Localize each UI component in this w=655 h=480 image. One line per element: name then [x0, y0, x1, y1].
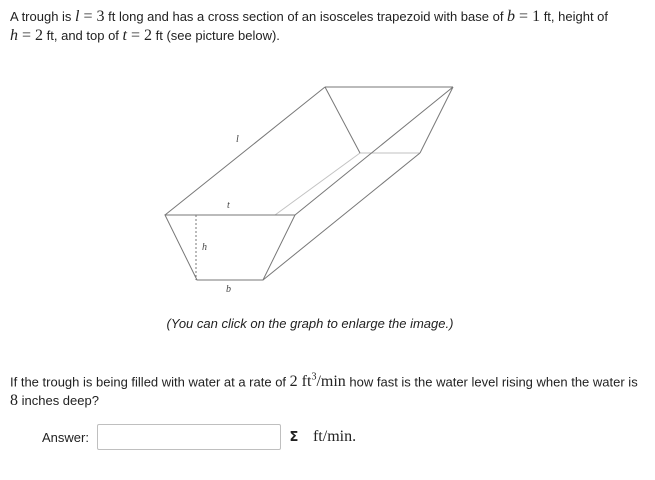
math-rate: 2 $ft^3/\min$ [289, 372, 346, 391]
answer-unit: ft/min. [312, 428, 357, 445]
answer-input[interactable] [97, 424, 281, 450]
top-right-long-edge [295, 87, 453, 215]
trough-figure[interactable] [150, 80, 470, 300]
label-b: b [226, 284, 231, 295]
answer-row [42, 422, 356, 452]
back-right-side [420, 87, 453, 153]
inner-bottom-edge [275, 153, 360, 215]
math-l: l = 3 [75, 8, 105, 25]
label-h: h [202, 242, 207, 253]
figure-caption: (You can click on the graph to enlarge the image.) [166, 316, 454, 331]
answer-label: Answer: [42, 429, 89, 445]
problem-question: If the trough is being filled with water at a rate of 2 $ft^3/\min$ how fast is the water level rising when the water is 8 inches deep? [10, 372, 638, 410]
sigma-icon[interactable]: Σ [283, 424, 305, 450]
math-b: b = 1 [507, 8, 541, 25]
math-t: t = 2 [122, 27, 153, 44]
problem-intro: A trough is l = 3 ft long and has a cross section of an isosceles trapezoid with base of b = 1 ft, height of h = 2 ft, and top of t = 2 ft (see picture below). [10, 8, 609, 44]
label-l: l [236, 134, 239, 145]
math-depth: 8 [10, 392, 18, 410]
bottom-right-long-edge [263, 153, 420, 280]
back-left-side [325, 87, 360, 153]
label-t: t [227, 200, 230, 211]
math-h: h = 2 [10, 27, 44, 44]
trough-diagram[interactable] [150, 80, 470, 300]
